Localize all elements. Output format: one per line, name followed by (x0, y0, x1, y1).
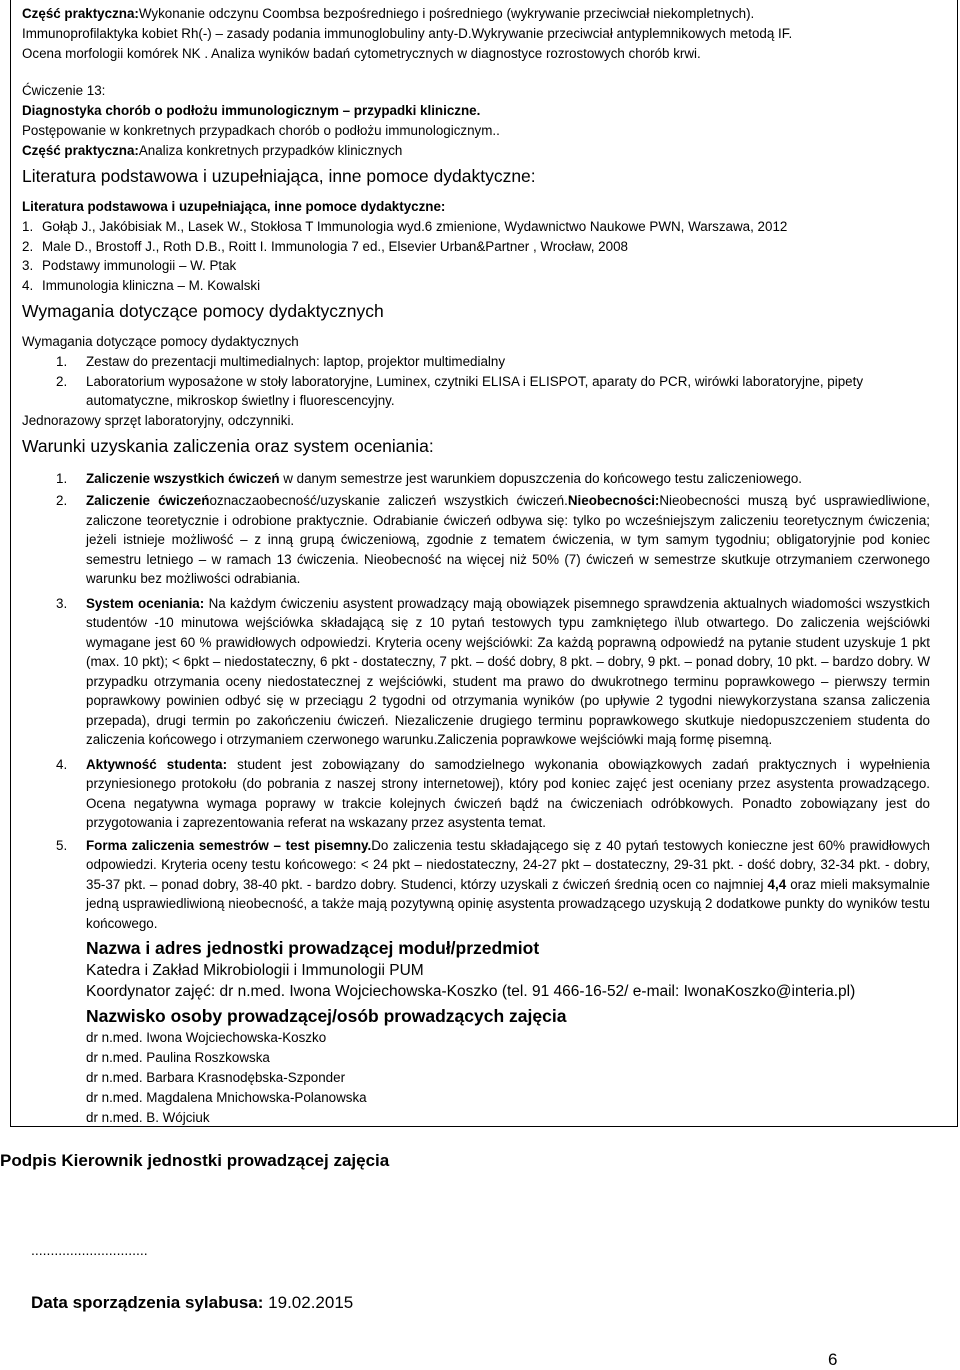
condition-item: 2. Zaliczenie ćwiczeńoznaczaobecność/uzyskanie zaliczeń wszystkich ćwiczeń.Nieobecności:Nieobecności muszą być usprawiedliwione, zaliczone teoretycznie i odrobione praktycznie. Odrabianie ćwiczeń odbywa się: tylko po wcześniejszym zaliczeniu teoretycznym ćwiczenia; jeżeli istnieje możliwość – z inną grupą ćwiczeniową, zgodnie z tematem ćwiczenia, w tym samym tygodniu; obligatoryjnie pod koniec semestru letniego – w ramach 13 ćwiczenia. Nieobecność na więcej niż 50% (7) ćwiczeń w semestrze skutkuje otrzymaniem czerwonego warunku bez możliwości odrabiania. (56, 493, 930, 586)
condition-item: 1. Zaliczenie wszystkich ćwiczeń w danym semestrze jest warunkiem dopuszczenia do końcowego testu zaliczeniowego. (56, 470, 803, 486)
exercise-practical-text: Analiza konkretnych przypadków klinicznych (138, 143, 403, 158)
teacher-name: dr n.med. Barbara Krasnodębska-Szponder (86, 1070, 346, 1085)
unit-name: Katedra i Zakład Mikrobiologii i Immunologii PUM (86, 962, 424, 979)
conditions-heading: Warunki uzyskania zaliczenia oraz system oceniania: (22, 435, 434, 456)
requirements-subheading: Wymagania dotyczące pomocy dydaktycznych (22, 334, 299, 349)
teacher-name: dr n.med. B. Wójciuk (86, 1110, 210, 1125)
signature-label: Podpis Kierownik jednostki prowadzącej zajęcia (0, 1151, 390, 1170)
teachers-heading: Nazwisko osoby prowadzącej/osób prowadzących zajęcia (86, 1006, 567, 1026)
exercise-description: Postępowanie w konkretnych przypadkach chorób o podłożu immunologicznym.. (22, 123, 500, 138)
page-number: 6 (828, 1350, 838, 1369)
practical-label: Część praktyczna: (22, 6, 139, 21)
exercise-number: Ćwiczenie 13: (22, 83, 106, 98)
condition-item: 4. Aktywność studenta: student jest zobowiązany do samodzielnego wykonania obowiązkowych zadań praktycznych i wypełnienia przyniesionego protokołu (do pobrania z naszej strony internetowej), który pod koniec zajęć jest oceniany przez asystenta prowadzącego. Ocena negatywna wymaga poprawy w trakcie kolejnych ćwiczeń bądź na ćwiczeniach odróbkowych. Ponadto zobowiązany jest do przygotowania i zaprezentowania referat na wskazany przez asystenta temat. (56, 756, 930, 830)
practical-text: Wykonanie odczynu Coombsa bezpośredniego i pośredniego (wykrywanie przeciwciał niekompletnych). (138, 6, 755, 21)
requirement-item: 2. Laboratorium wyposażone w stoły laboratoryjne, Luminex, czytniki ELISA i ELISPOT, aparaty do PCR, wirówki laboratoryjne, pipety automatyczne, mikroskop świetlny i fluorescencyjny. (56, 373, 864, 408)
conditions-list (22, 469, 930, 934)
requirements-extra: Jednorazowy sprzęt laboratoryjny, odczynniki. (22, 412, 295, 428)
coordinator: Koordynator zajęć: dr n.med. Iwona Wojciechowska-Koszko (tel. 91 466-16-52/ e-mail: IwonaKoszko@interia.pl) (86, 983, 856, 1000)
exercise-practical (22, 141, 930, 161)
literature-item: 1. Gołąb J., Jakóbisiak M., Lasek W., Stokłosa T Immunologia wyd.6 zmienione, Wydawnictwo Naukowe PWN, Warszawa, 2012 (22, 219, 788, 234)
condition-item: 3. System oceniania: Na każdym ćwiczeniu asystent prowadzący mają obowiązek pisemnego sprawdzenia aktualnych wiadomości wszystkich studentów -10 minutowa wejściówka składającą się z 10 pytań testowych typu zamkniętego i\lub otwartego. Do zaliczenia wejściówki wymagane jest 60 % prawidłowych odpowiedzi. Kryteria oceny wejściówki: Za każdą poprawną odpowiedź na pytanie student uzyskuje 1 pkt (max. 10 pkt); < 6pkt – niedostateczny, 6 pkt - dostateczny, 7 pkt. – dość dobry, 8 pkt. – dobry, 9 pkt. – ponad dobry, 10 pkt. – bardzo dobry. W przypadku otrzymania oceny niedostatecznej z wejściówki, student ma prawo do dwukrotnego terminu poprawkowego – pierwszy termin poprawkowy powinien odbyć się w przeciągu 2 tygodni od otrzymania wyników (po upływie 2 tygodni niewykorzystana szansa zaliczenia przepada), drugi termin po zakończeniu ćwiczeń. Niezaliczenie drugiego terminu poprawkowego skutkuje niedopuszczeniem studenta do zaliczenia końcowego i otrzymaniem czerwonego warunku.Zaliczenia poprawkowe wejściówki mają formę pisemną. (56, 595, 930, 747)
literature-item: 4. Immunologia kliniczna – M. Kowalski (22, 277, 261, 293)
syllabus-date (31, 1293, 353, 1313)
condition-item: 5. Forma zaliczenia semestrów – test pisemny.Do zaliczenia testu składającego się z 40 pytań testowych konieczne jest 60% prawidłowych odpowiedzi. Kryteria oceny testu końcowego: < 24 pkt – niedostateczny, 24-27 pkt – dostateczny, 29-31 pkt. - dość dobry, 32-34 pkt. - dobry, 35-37 pkt. – ponad dobry, 38-40 pkt. - bardzo dobry. Studenci, którzy uzyskali z ćwiczeń średnią ocen co najmniej 4,4 oraz mieli maksymalnie jedną usprawiedliwioną nieobecność, a także mają pozytywną opinię asystenta prowadzącego uzyskują 2 dodatkowe punkty do wyników testu końcowego. (56, 837, 931, 931)
syllabus-content (22, 4, 930, 933)
literature-item: 3. Podstawy immunologii – W. Ptak (22, 258, 237, 273)
date-value: 19.02.2015 (268, 1293, 354, 1312)
requirements-heading: Wymagania dotyczące pomocy dydaktycznych (22, 301, 384, 321)
practical-line-1 (22, 4, 930, 24)
requirement-item: 1. Zestaw do prezentacji multimedialnych: laptop, projektor multimedialny (56, 354, 506, 369)
teacher-name: dr n.med. Magdalena Mnichowska-Polanowska (86, 1090, 367, 1105)
practical-line-3: Ocena morfologii komórek NK . Analiza wyników badań cytometrycznych w diagnostyce rozrostowych chorób krwi. (22, 46, 701, 61)
literature-heading: Literatura podstawowa i uzupełniająca, inne pomoce dydaktyczne: (22, 166, 536, 186)
literature-list (22, 217, 930, 295)
literature-subheading: Literatura podstawowa i uzupełniająca, inne pomoce dydaktyczne: (22, 199, 446, 214)
literature-item: 2. Male D., Brostoff J., Roth D.B., Roitt I. Immunologia 7 ed., Elsevier Urban&Partner , Wrocław, 2008 (22, 238, 628, 254)
date-label: Data sporządzenia sylabusa: (31, 1293, 264, 1312)
teacher-name: dr n.med. Paulina Roszkowska (86, 1050, 270, 1065)
exercise-practical-label: Część praktyczna: (22, 143, 139, 158)
unit-section (86, 936, 946, 1128)
signature-dots: .............................. (31, 1242, 148, 1258)
requirements-list (22, 352, 930, 411)
practical-line-2: Immunoprofilaktyka kobiet Rh(-) – zasady podania immunoglobuliny anty-D.Wykrywanie przeciwciał antyplemnikowych metodą IF. (22, 26, 793, 41)
teacher-name: dr n.med. Iwona Wojciechowska-Koszko (86, 1030, 327, 1045)
exercise-title: Diagnostyka chorób o podłożu immunologicznym – przypadki kliniczne. (22, 103, 481, 118)
unit-heading: Nazwa i adres jednostki prowadzącej moduł/przedmiot (86, 938, 540, 958)
